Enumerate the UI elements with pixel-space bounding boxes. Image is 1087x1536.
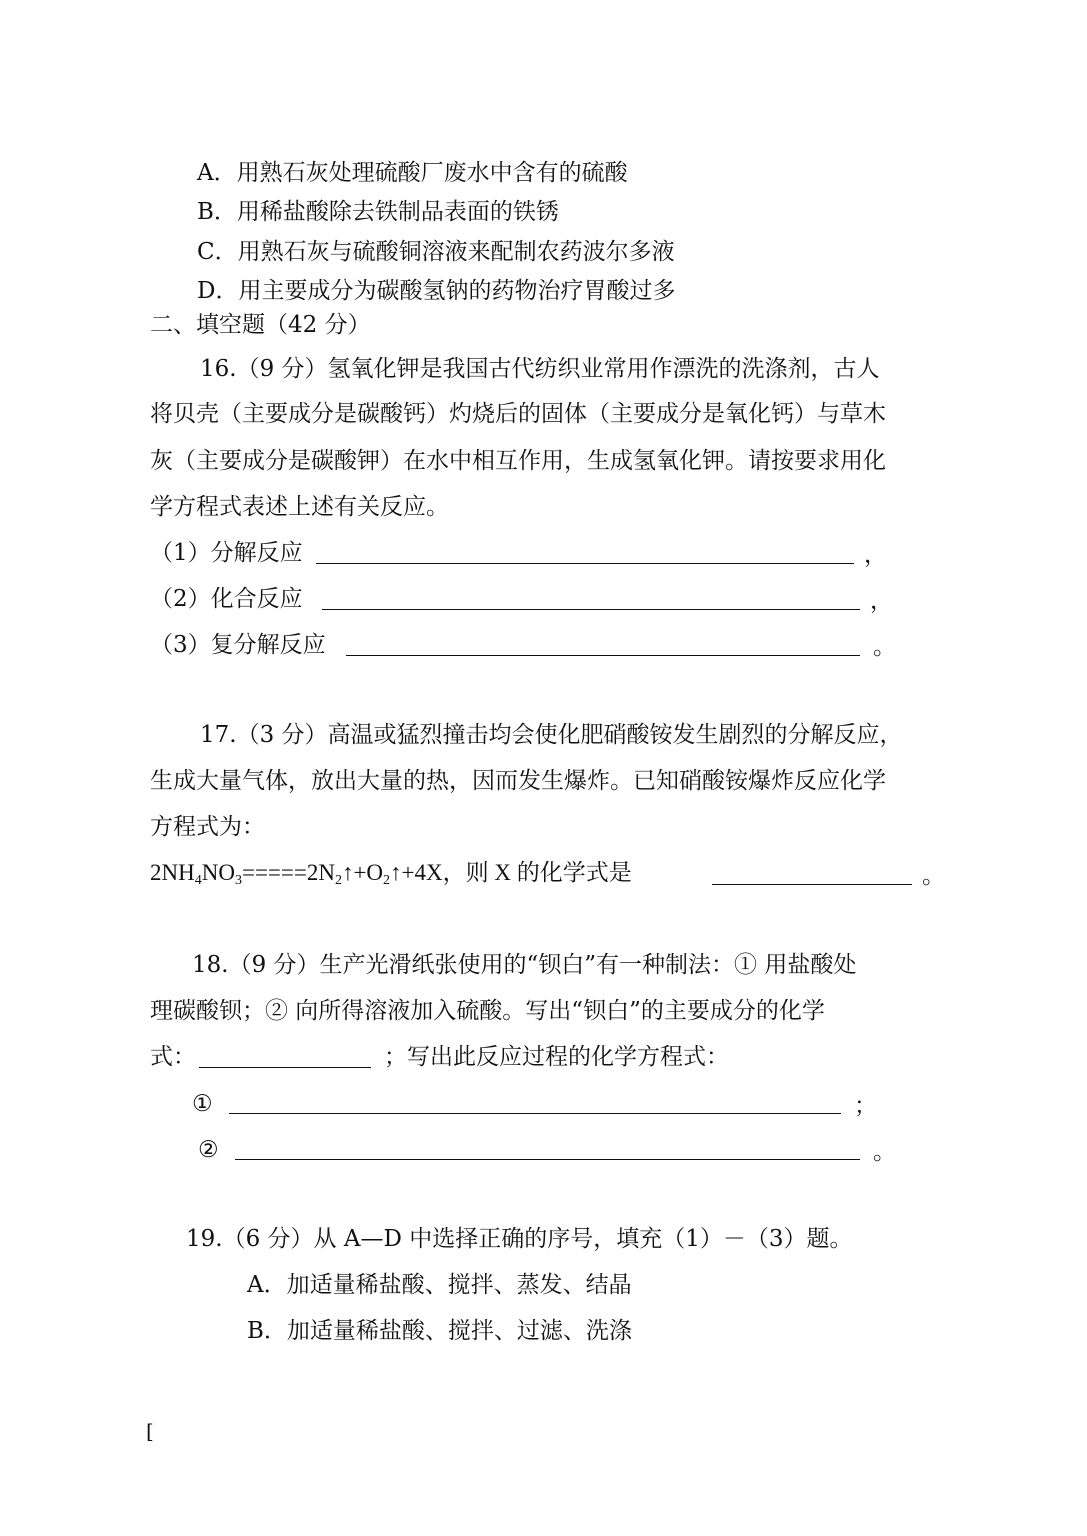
q17-eq-part: ↑+4X，则 X 的化学式是 (390, 860, 632, 885)
q16-text-line4: 学方程式表述上述有关反应。 (150, 494, 449, 520)
q16-part1-end: ， (864, 542, 887, 568)
q17-end: 。 (922, 863, 945, 889)
q16-part3-end: 。 (873, 634, 896, 660)
q19-option-b: B．加适量稀盐酸、搅拌、过滤、洗涤 (247, 1318, 632, 1344)
q15-option-b: B．用稀盐酸除去铁制品表面的铁锈 (197, 199, 559, 225)
q17-eq-sub: 2 (383, 873, 391, 888)
q17-eq-part: =====2N (241, 860, 335, 885)
q17-eq-sub: 2 (334, 873, 342, 888)
q16-part2-end: ， (870, 588, 893, 614)
q16-text-line3: 灰（主要成分是碳酸钾）在水中相互作用，生成氢氧化钾。请按要求用化 (150, 448, 886, 474)
q17-answer-blank[interactable] (712, 884, 912, 885)
q18-item1-marker: ① (192, 1091, 213, 1117)
q15-option-c: C．用熟石灰与硫酸铜溶液来配制农药波尔多液 (197, 239, 675, 265)
q17-eq-part: NO (201, 860, 235, 885)
q18-item1-end: ； (854, 1093, 877, 1119)
q18-item2-marker: ② (198, 1137, 219, 1163)
q16-part1-answer-blank[interactable] (316, 563, 854, 564)
q17-eq-part: ↑+O (341, 860, 384, 885)
q18-item2-end: 。 (873, 1139, 896, 1165)
q16-part3-answer-blank[interactable] (346, 655, 860, 656)
q17-text-line1: 17.（3 分）高温或猛烈撞击均会使化肥硝酸铵发生剧烈的分解反应， (200, 722, 903, 748)
q19-option-a: A．加适量稀盐酸、搅拌、蒸发、结晶 (247, 1272, 632, 1298)
q17-text-line3: 方程式为： (150, 814, 265, 840)
q15-option-d: D．用主要成分为碳酸氢钠的药物治疗胃酸过多 (197, 278, 676, 304)
q18-equation2-blank[interactable] (235, 1159, 860, 1160)
q19-text-line1: 19.（6 分）从 A—D 中选择正确的序号，填充（1）－（3）题。 (186, 1226, 853, 1252)
q18-text-line2: 理碳酸钡；② 向所得溶液加入硫酸。写出“钡白”的主要成分的化学 (150, 998, 825, 1024)
q18-text-line1: 18.（9 分）生产光滑纸张使用的“钡白”有一种制法：① 用盐酸处 (192, 952, 857, 978)
q17-equation (150, 857, 632, 897)
q16-part3-label: （3）复分解反应 (150, 632, 326, 658)
q16-text-line2: 将贝壳（主要成分是碳酸钙）灼烧后的固体（主要成分是氧化钙）与草木 (150, 401, 886, 427)
q17-eq-sub: 3 (234, 873, 242, 888)
q18-text-line3-pre: 式： (150, 1044, 196, 1070)
q16-text-line1: 16.（9 分）氢氧化钾是我国古代纺织业常用作漂洗的洗涤剂，古人 (200, 356, 880, 382)
section-heading: 二、填空题（42 分） (150, 312, 371, 338)
q18-text-line3-post: ；写出此反应过程的化学方程式： (384, 1044, 729, 1070)
q18-equation1-blank[interactable] (229, 1113, 841, 1114)
q17-eq-part: 2NH (150, 860, 195, 885)
q18-formula-blank[interactable] (199, 1067, 371, 1068)
q16-part1-label: （1）分解反应 (150, 540, 303, 566)
q16-part2-answer-blank[interactable] (322, 609, 860, 610)
footer-bracket: [ (146, 1419, 154, 1443)
q15-option-a: A．用熟石灰处理硫酸厂废水中含有的硫酸 (197, 160, 628, 186)
q17-eq-sub: 4 (194, 873, 202, 888)
q17-text-line2: 生成大量气体，放出大量的热，因而发生爆炸。已知硝酸铵爆炸反应化学 (150, 768, 886, 794)
q16-part2-label: （2）化合反应 (150, 586, 303, 612)
